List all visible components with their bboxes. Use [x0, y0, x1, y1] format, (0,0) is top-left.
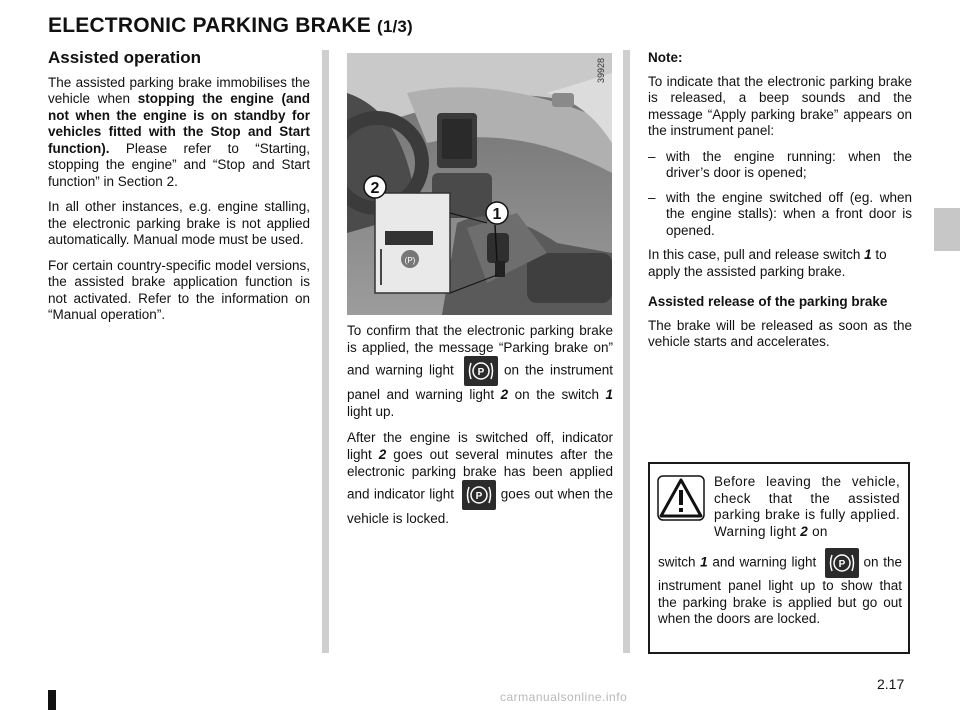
list-item-text: with the engine running: when the driver’s door is opened; — [666, 148, 912, 180]
watermark: carmanualsonline.info — [500, 690, 628, 704]
switch-p-symbol: (P) — [404, 256, 416, 265]
page-title — [48, 14, 413, 38]
ref-number: 1 — [605, 387, 613, 402]
paragraph-release: The brake will be released as soon as the vehicle starts and accelerates. — [648, 317, 912, 349]
section-thumb-tab — [934, 208, 960, 251]
text-run: To confirm that the electronic parking brake is applied, the message “Parking brake on” and warning light — [347, 323, 613, 378]
dashboard-illustration — [347, 53, 612, 315]
list-dash: – — [648, 189, 656, 205]
ref-number: 1 — [864, 247, 872, 262]
text-run: light up. — [347, 404, 395, 419]
text-run: to apply the assisted parking brake. — [648, 247, 887, 279]
svg-text:P: P — [477, 367, 485, 378]
paragraph-pull-switch — [648, 247, 912, 280]
column-note — [648, 50, 912, 360]
column-confirmation — [347, 322, 613, 536]
note-title: Note: — [648, 50, 683, 65]
text-run: on the switch — [508, 387, 606, 402]
text-run: and warning light — [707, 554, 817, 570]
bold-text-run: stopping the engine (and not when the engine is on standby for vehicles fitted with the Stop and Start function). — [48, 91, 310, 156]
text-run: After the engine is switched off, indicator light — [347, 430, 613, 462]
text-run: switch — [658, 554, 701, 570]
text-run: on the instrument panel light up to show that the parking brake is applied but go out when the doors are locked. — [658, 554, 902, 626]
title-suffix: (1/3) — [376, 17, 413, 36]
paragraph-country-specific: For certain country-specific model versions, the assisted brake application function is not activated. Refer to the information on “Manual operation”. — [48, 257, 310, 322]
list-dash: – — [648, 148, 656, 164]
text-run: In this case, pull and release switch — [648, 247, 865, 262]
column-assisted-operation — [48, 50, 310, 333]
warning-triangle-icon — [657, 475, 705, 526]
text-run: on — [808, 523, 828, 539]
paragraph-after-switch-off — [347, 429, 613, 527]
column-divider — [322, 50, 329, 653]
parking-brake-warning-icon — [462, 480, 496, 510]
ref-number: 1 — [700, 554, 708, 570]
parking-brake-warning-icon — [464, 356, 498, 386]
paragraph-other-instances: In all other instances, e.g. engine stalling, the electronic parking brake is not applied automatically. Manual mode must be used. — [48, 199, 310, 247]
ref-number: 2 — [378, 447, 387, 462]
parking-brake-warning-icon — [825, 548, 859, 578]
list-item — [648, 149, 912, 182]
text-run: goes out several minutes after the electronic parking brake has been applied and indicator light — [347, 447, 613, 502]
dashboard-figure — [347, 53, 612, 315]
callout-2: 2 — [370, 180, 380, 197]
ref-number: 2 — [500, 387, 509, 402]
text-run: on the instrument panel and warning light — [347, 362, 613, 402]
title-text: ELECTRONIC PARKING BRAKE — [48, 14, 371, 37]
svg-text:P: P — [838, 559, 846, 570]
page-number: 2.17 — [877, 676, 905, 692]
warning-text-bottom — [658, 548, 902, 628]
corner-mark — [48, 690, 56, 710]
paragraph-confirm — [347, 322, 613, 420]
list-item-text: with the engine switched off (eg. when the engine stalls): when a front door is opened. — [666, 189, 912, 238]
column-divider — [623, 50, 630, 653]
section-heading: Assisted operation — [48, 48, 202, 67]
text-run: Before leaving the vehicle, check that the assisted parking brake is fully applied. Warning light — [714, 474, 900, 539]
paragraph-note: To indicate that the electronic parking brake is released, a beep sounds and the message “Apply parking brake” appears on the instrument panel: — [648, 73, 912, 138]
callout-1: 1 — [492, 206, 502, 223]
svg-text:P: P — [476, 491, 483, 502]
figure-code: 39928 — [596, 58, 606, 84]
paragraph-intro — [48, 75, 310, 191]
text-run: The assisted parking brake immobilises the vehicle when — [48, 74, 310, 106]
warning-text-top — [714, 474, 900, 540]
ref-number: 2 — [800, 523, 809, 539]
list-item — [648, 190, 912, 240]
text-run: goes out when the vehicle is locked. — [347, 486, 613, 526]
subheading-assisted-release: Assisted release of the parking brake — [648, 294, 888, 309]
text-run: Please refer to “Starting, stopping the engine” and “Stop and Start function” in Section 2. — [48, 140, 310, 189]
